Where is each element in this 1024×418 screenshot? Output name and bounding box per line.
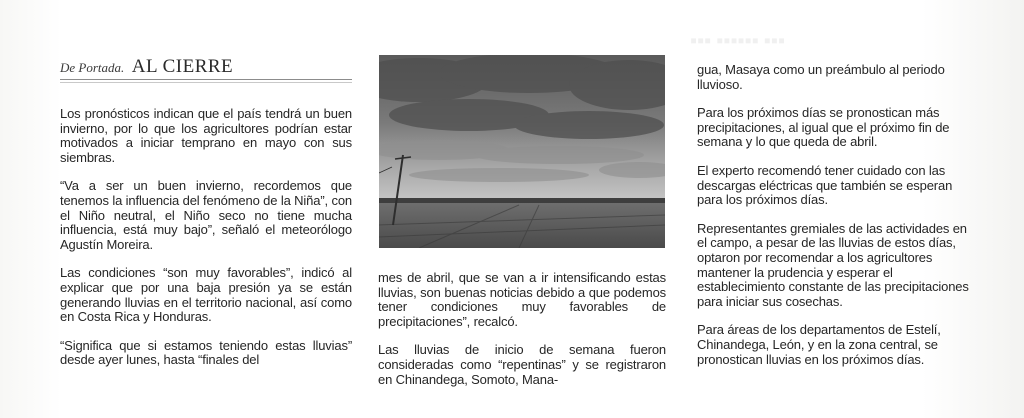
paragraph: gua, Masaya como un preámbulo al periodo lluvioso. (697, 62, 945, 92)
paragraph: Para áreas de los departamentos de Estelí, Chinandega, León, y en la zona central, se pronostican lluvias en los próximos días. (697, 322, 941, 367)
header-rule (60, 79, 352, 80)
paragraph: Representantes gremiales de las actividades en el campo, a pesar de las lluvias de estos días, optaron por recomendar a los agricultores mantener la prudencia y esperar el establecimiento constante de las precipitaciones para iniciar sus cosechas. (697, 220, 969, 309)
article-column-1 (60, 107, 352, 382)
paragraph: Los pronósticos indican que el país tendrá un buen invierno, por lo que los agricultores podrían estar motivados a iniciar temprano en mayo con sus siembras. (60, 106, 352, 165)
article-column-3 (697, 63, 977, 381)
section-title: AL CIERRE (131, 56, 234, 77)
paragraph: mes de abril, que se van a ir intensificando estas lluvias, son buenas noticias debido a que podemos tener condiciones muy favorables de precipitaciones”, recalcó. (378, 270, 666, 329)
article-photo (379, 55, 665, 248)
paragraph: Para los próximos días se pronostican más precipitaciones, al igual que el próximo fin de semana y lo que queda de abril. (697, 105, 950, 150)
storm-field-photo (379, 55, 665, 248)
paragraph: “Significa que si estamos teniendo estas lluvias” desde ayer lunes, hasta “finales del (60, 337, 352, 368)
paragraph: Las condiciones “son muy favorables”, indicó al explicar que por una baja presión ya se están generando lluvias en el territorio nacional, así como en Costa Rica y Honduras. (60, 265, 352, 325)
bleed-through-text: ▪▪▪ ▪▪▪▪▪▪ ▪▪▪ (690, 30, 786, 52)
header-rule-secondary (60, 82, 352, 83)
section-label: De Portada. (60, 60, 125, 75)
paragraph: “Va a ser un buen invierno, recordemos que tenemos la influencia del fenómeno de la Niña”, con el Niño neutral, el Niño seco no tiene mucha influencia, está muy bajo”, señaló el meteorólogo Agustín Moreira. (60, 178, 352, 252)
paragraph: Las lluvias de inicio de semana fueron consideradas como “repentinas” y se registraron en Chinandega, Somoto, Mana- (378, 342, 666, 387)
paragraph: El experto recomendó tener cuidado con las descargas eléctricas que también se esperan para los próximos días. (697, 162, 953, 208)
article-header (60, 56, 352, 78)
article-column-2 (378, 271, 666, 401)
